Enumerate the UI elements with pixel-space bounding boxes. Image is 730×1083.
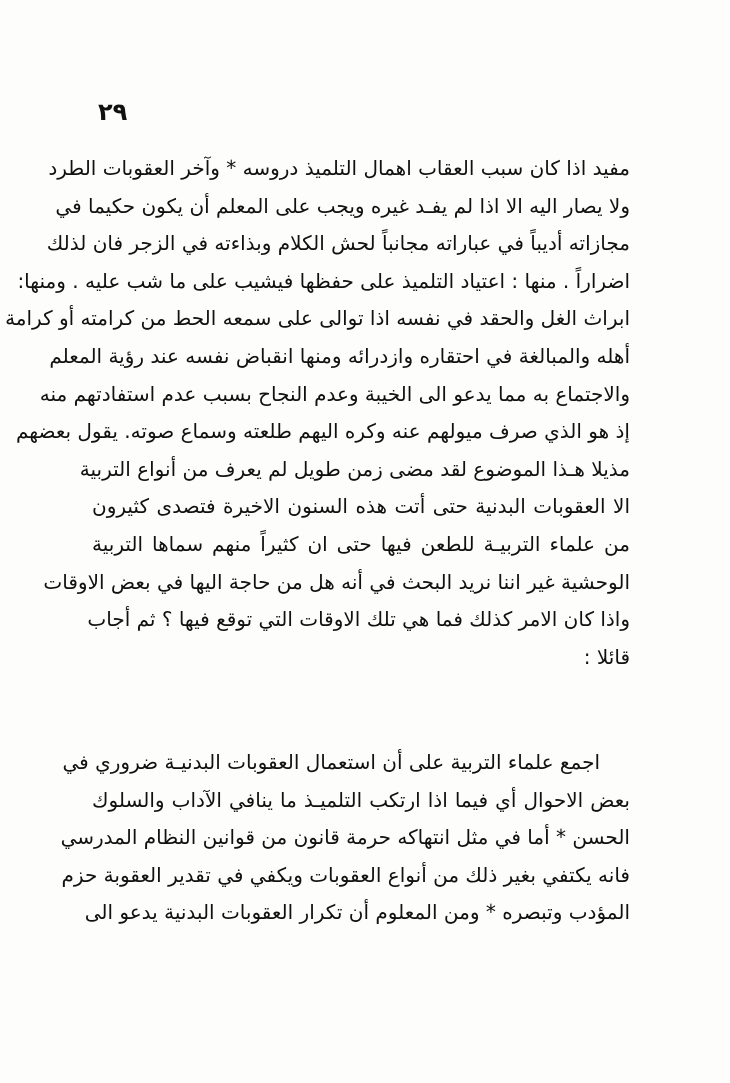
text-line: ابراث الغل والحقد في نفسه اذا توالى على سمعه الحط من كرامته أو كرامة [5,306,630,331]
text-line: الا العقوبات البدنية حتى أتت هذه السنون الاخيرة فتصدى كثيرون [92,494,630,519]
text-line: من علماء التربيـة للطعن فيها حتى ان كثيراً منهم سماها التربية [92,531,630,556]
text-line: مجازاته أديباً في عباراته مجانباً لحش الكلام وبذاءته في الزجر فان لذلك [46,231,630,256]
text-line: الوحشية غير اننا نريد البحث في أنه هل من حاجة اليها في بعض الاوقات [43,569,630,594]
text-line: بعض الاحوال أي فيما اذا ارتكب التلميـذ ما ينافي الآداب والسلوك [92,787,630,812]
text-line: المؤدب وتبصره * ومن المعلوم أن تكرار العقوبات البدنية يدعو الى [84,900,630,925]
text-line: إذ هو الذي صرف ميولهم عنه وكره اليهم طلعته وسماع صوته. يقول بعضهم [15,419,630,444]
paragraph-1 [5,150,630,676]
text-line: قائلا : [583,644,630,669]
text-line: مذيلا هـذا الموضوع لقد مضى زمن طويل لم يعرف من أنواع التربية [79,456,630,481]
paragraph-2 [60,744,630,932]
text-line: اضراراً . منها : اعتياد التلميذ على حفظها فيشيب على ما شب عليه . ومنها: [17,268,630,293]
text-line: مفيد اذا كان سبب العقاب اهمال التلميذ دروسه * وآخر العقوبات الطرد [48,156,630,180]
text-line: فانه يكتفي بغير ذلك من أنواع العقوبات ويكفي في تقدير العقوبة حزم [61,862,630,887]
text-line: ولا يصار اليه الا اذا لم يفـد غيره ويجب على المعلم أن يكون حكيما في [55,193,630,218]
text-line: الحسن * أما في مثل انتهاكه حرمة قانون من قوانين النظام المدرسي [60,825,630,850]
text-line: اجمع علماء التربية على أن استعمال العقوبات البدنيـة ضروري في [62,750,600,774]
text-line: واذا كان الامر كذلك فما هي تلك الاوقات التي توقع فيها ؟ ثم أجاب [87,607,630,632]
page-number: ٢٩ [98,98,128,126]
text-line: أهله والمبالغة في احتقاره وازدرائه ومنها انقباض نفسه عند رؤية المعلم [49,343,630,368]
text-line: والاجتماع به مما يدعو الى الخيبة وعدم النجاح بسبب عدم استفادتهم منه [39,381,630,406]
